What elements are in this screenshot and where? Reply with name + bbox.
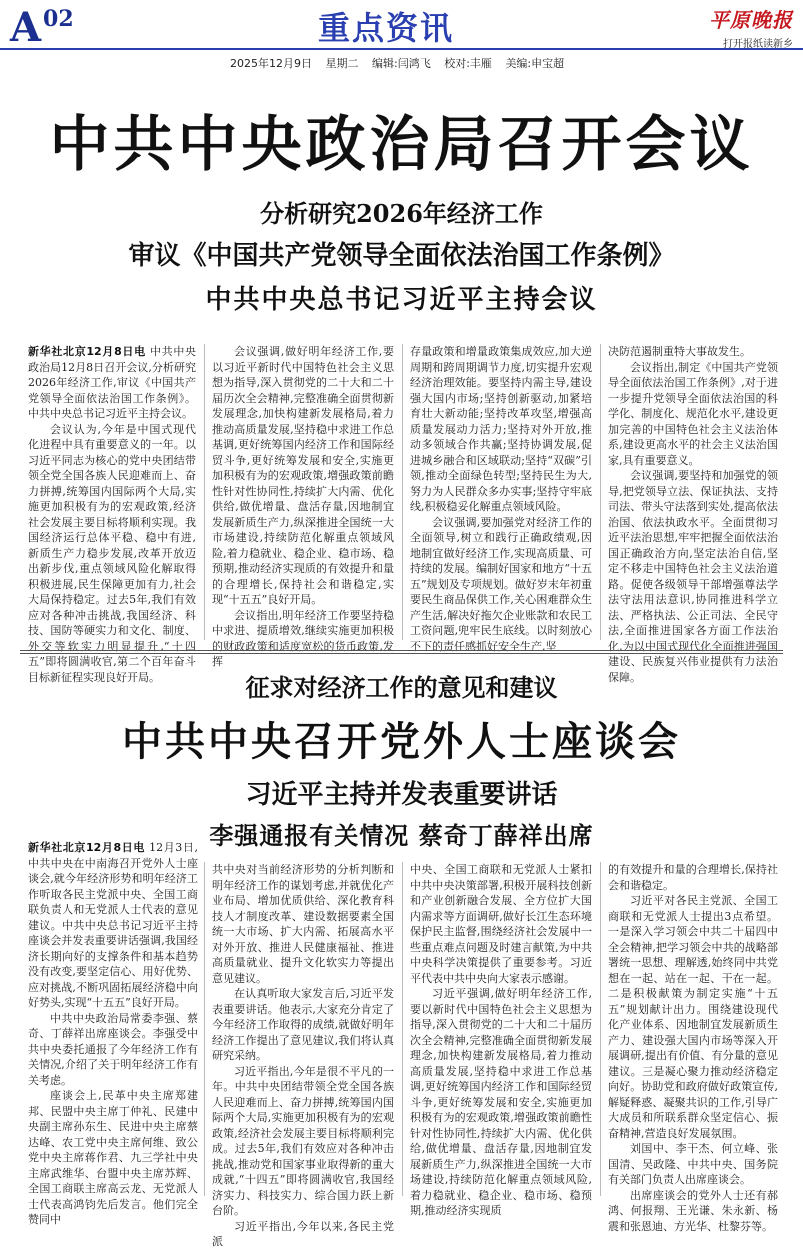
article1-col4-para-c: 会议强调,要坚持和加强党的领导,把党领导立法、保证执法、支持司法、带头守法落到实处,提高依法治国、依法执政水平。全面贯彻习近平法治思想,牢牢把握全面依法治国正确政治方向,坚定法治自信,坚定不移走中国特色社会主义法治道路。促使各级领导干部增强尊法学法守法用法意识,协同推进科学立法、严格执法、公正司法、全民守法,全面推进国家各方面工作法治化,为以中国式现代化全面推进强国建设、民族复兴伟业提供有力法治保障。	[608, 469, 778, 684]
article2-col4-para: 的有效提升和量的合理增长,保持社会和谐稳定。	[608, 863, 778, 892]
article1-column-2	[212, 344, 394, 668]
article2-col2-para: 共中央对当前经济形势的分析判断和明年经济工作的谋划考虑,并就优化产业布局、增加优质供给、深化教育科技人才制度改革、建设数据要素全国统一大市场、扩大内需、拓展高水平对外开放、推进人民健康福祉、推进高质量就业、提升文化软实力等提出意见建议。	[212, 863, 394, 985]
column-rule	[204, 862, 205, 1196]
article2-col3-para: 中央、全国工商联和无党派人士紧扣中共中央决策部署,积极开展科技创新和产业创新融合发展、全方位扩大国内需求等方面调研,做好长江生态环境保护民主监督,围绕经济社会发展中一些重点难点问题及时建言献策,为中共中央科学决策提供了重要参考。习近平代表中共中央向大家表示感谢。	[410, 863, 592, 985]
article1-col2-para-b: 会议指出,明年经济工作要坚持稳中求进、提质增效,继续实施更加积极的财政政策和适度宽松的货币政策,发挥	[212, 608, 394, 668]
article2-col1-text: 12月3日,中共中央在中南海召开党外人士座谈会,就今年经济形势和明年经济工作听取各民主党派中央、全国工商联负责人和无党派人士代表的意见建议。中共中央总书记习近平主持座谈会并发表重要讲话强调,我国经济长期向好的支撑条件和基本趋势没有改变,要坚定信心、用好优势、应对挑战,不断巩固拓展经济稳中向好势头,实现“十五五”良好开局。	[28, 841, 198, 1009]
editor-credit: 编辑:闫鸿飞	[372, 57, 431, 70]
article1-lead	[28, 344, 196, 422]
article1-col4-para: 决防范遏制重特大事故发生。	[608, 345, 751, 358]
article1-col1-para: 会议认为,今年是中国式现代化进程中具有重要意义的一年。以习近平同志为核心的党中央团结带领全党全国各族人民迎难而上、奋力拼搏,统筹国内国际两个大局,实施更加积极有为的宏观政策,经济社会发展主要目标将顺利实现。我国经济运行总体平稳、稳中有进,新质生产力稳步发展,改革开放迈出新步伐,重点领域风险化解取得积极进展,民生保障更加有力,社会大局保持稳定。过去5年,我们有效应对各种冲击挑战,我国经济、科技、国防等硬实力和文化、制度、外交等软实力明显提升,“十四五”即将圆满收官,第二个百年奋斗目标新征程实现良好开局。	[28, 422, 196, 684]
article2-col4-para-b: 习近平对各民主党派、全国工商联和无党派人士提出3点希望。一是深入学习领会中共二十届四中全会精神,把学习领会中共的战略部署统一思想、理解透,始终同中共党想在一起、站在一起、干在一起。二是积极献策为制定实施“十五五”规划献计出力。围绕建设现代化产业体系、因地制宜发展新质生产力、建设强大国内市场等深入开展调研,提出有价值、有分量的意见建议。三是凝心聚力推动经济稳定向好。协助党和政府做好政策宣传,解疑释惑、凝聚共识的工作,引导广大成员和所联系群众坚定信心、振奋精神,营造良好发展氛围。	[608, 894, 778, 1140]
article2-column-4	[608, 862, 778, 1233]
article2-column-3	[410, 862, 592, 1217]
newspaper-logo: 平原晚报	[709, 8, 793, 32]
page-digits: 02	[43, 6, 74, 32]
page-number	[10, 4, 74, 51]
newspaper-logo-box	[689, 4, 793, 50]
issue-weekday: 星期二	[325, 57, 359, 70]
masthead	[0, 0, 803, 70]
article1-headline: 中共中央政治局召开会议	[49, 110, 754, 180]
article1-column-3	[410, 344, 592, 653]
article2-column-1	[28, 840, 198, 1226]
article1-subhead-3: 中共中央总书记习近平主持会议	[205, 285, 598, 315]
article2-dateline: 新华社北京12月8日电	[28, 841, 145, 854]
designer-credit: 美编:申宝超	[505, 57, 565, 70]
issue-date: 2025年12月9日	[230, 57, 312, 70]
article-divider	[20, 653, 783, 654]
article1-col1-text: 中共中央政治局12月8日召开会议,分析研究2026年经济工作,审议《中国共产党领导全面依法治国工作条例》。中共中央总书记习近平主持会议。	[28, 345, 197, 420]
article1-column-4	[608, 344, 778, 684]
article2-col4-para-d: 出席座谈会的党外人士还有郝鸿、何报翔、王光谦、朱永新、杨震和张恩迪、方光华、杜黎芬等。	[608, 1188, 778, 1233]
article2-col2-para-c: 习近平指出,今年是很不平凡的一年。中共中央团结带领全党全国各族人民迎难而上、奋力拼搏,统筹国内国际两个大局,实施更加积极有为的宏观政策,经济社会发展主要目标将顺利完成。过去5年,我们有效应对各种冲击挑战,推动党和国家事业取得新的重大成就,“十四五”即将圆满收官,我国经济实力、科技实力、综合国力跃上新台阶。	[212, 1064, 394, 1217]
article2-col1-para-c: 座谈会上,民革中央主席郑建邦、民盟中央主席丁仲礼、民建中央副主席孙东生、民进中央主席蔡达峰、农工党中央主席何维、致公党中央主席蒋作君、九三学社中央主席武维华、台盟中央主席苏辉、全国工商联主席高云龙、无党派人士代表高鸿钧先后发言。他们完全赞同中	[28, 1089, 198, 1226]
column-rule	[600, 344, 601, 640]
article2-subhead-2: 李强通报有关情况 蔡奇丁薛祥出席	[209, 821, 594, 850]
proofreader-credit: 校对:丰雁	[444, 57, 492, 70]
article1-subhead-1: 分析研究2026年经济工作	[260, 199, 543, 228]
article2-subhead-1: 习近平主持并发表重要讲话	[245, 780, 558, 810]
article2-lead	[28, 840, 198, 1011]
article2-col2-para-d: 习近平指出,今年以来,各民主党派	[212, 1219, 394, 1248]
article2-col3-para-b: 习近平强调,做好明年经济工作,要以新时代中国特色社会主义思想为指导,深入贯彻党的二十大和二十届历次全会精神,完整准确全面贯彻新发展理念,加快构建新发展格局,着力推动高质量发展,坚持稳中求进工作总基调,更好统筹国内经济工作和国际经贸斗争,更好统筹发展和安全,实施更加积极有为的宏观政策,增强政策前瞻性针对性协同性,持续扩大内需、优化供给,做优增量、盘活存量,因地制宜发展新质生产力,纵深推进全国统一大市场建设,持续防范化解重点领域风险,着力稳就业、稳企业、稳市场、稳预期,推动经济实现质	[410, 987, 592, 1217]
column-rule	[402, 344, 403, 640]
section-title: 重点资讯	[318, 9, 455, 47]
column-rule	[402, 862, 403, 1196]
article1-dateline: 新华社北京12月8日电	[28, 345, 146, 358]
article1-col4-para-b: 会议指出,制定《中国共产党领导全面依法治国工作条例》,对于进一步提升党领导全面依法治国的科学化、制度化、规范化水平,建设更加完善的中国特色社会主义法治体系,建设更高水平的社会主义法治国家,具有重要意义。	[608, 360, 778, 467]
article1-col3-para-b: 会议强调,要加强党对经济工作的全面领导,树立和践行正确政绩观,因地制宜做好经济工作,实现高质量、可持续的发展。编制好国家和地方“十五五”规划及专项规划。做好岁末年初重要民生商品保供工作,关心困难群众生产生活,解决好拖欠企业账款和农民工工资问题,兜牢民生底线。以时刻放心不下的责任感抓好安全生产,坚	[410, 515, 592, 653]
article2-headline: 中共中央召开党外人士座谈会	[122, 719, 681, 765]
article2-column-2	[212, 862, 394, 1248]
article1-col2-para: 会议强调,做好明年经济工作,要以习近平新时代中国特色社会主义思想为指导,深入贯彻党的二十大和二十届历次全会精神,完整准确全面贯彻新发展理念,加快构建新发展格局,着力推动高质量发展,坚持稳中求进工作总基调,更好统筹国内经济工作和国际经贸斗争,更好统筹发展和安全,实施更加积极有为的宏观政策,增强政策前瞻性针对性协同性,持续扩大内需、优化供给,做优增量、盘活存量,因地制宜发展新质生产力,纵深推进全国统一大市场建设,持续防范化解重点领域风险,着力稳就业、稳企业、稳市场、稳预期,推动经济实现质的有效提升和量的合理增长,保持社会和谐稳定,实现“十五五”良好开局。	[212, 345, 394, 606]
page-letter: A	[10, 4, 42, 51]
article1-col3-para: 存量政策和增量政策集成效应,加大逆周期和跨周期调节力度,切实提升宏观经济治理效能。要坚持内需主导,建设强大国内市场;坚持创新驱动,加紧培育壮大新动能;坚持改革攻坚,增强高质量发展动力活力;坚持对外开放,推动多领域合作共赢;坚持协调发展,促进城乡融合和区域联动;坚持“双碳”引领,推动全面绿色转型;坚持民生为大,努力为人民群众多办实事;坚持守牢底线,积极稳妥化解重点领域风险。	[410, 345, 592, 513]
article2-col2-para-b: 在认真听取大家发言后,习近平发表重要讲话。他表示,大家充分肯定了今年经济工作取得的成绩,就做好明年经济工作提出了意见建议,我们将认真研究采纳。	[212, 987, 394, 1062]
column-rule	[600, 862, 601, 1196]
article2-col1-para-b: 中共中央政治局常委李强、蔡奇、丁薛祥出席座谈会。李强受中共中央委托通报了今年经济工作有关情况,介绍了关于明年经济工作有关考虑。	[28, 1011, 198, 1087]
article2-col4-para-c: 刘国中、李干杰、何立峰、张国清、吴政隆、中共中央、国务院有关部门负责人出席座谈会。	[608, 1142, 778, 1186]
article1-column-1	[28, 344, 197, 684]
newspaper-slogan: 打开报纸读新乡	[723, 39, 793, 50]
issue-meta	[230, 55, 574, 71]
column-rule	[204, 344, 205, 640]
article-divider	[20, 650, 783, 651]
article1-subhead-2: 审议《中国共产党领导全面依法治国工作条例》	[128, 241, 675, 271]
masthead-rule	[0, 48, 803, 50]
article2-kicker: 征求对经济工作的意见和建议	[245, 673, 558, 702]
